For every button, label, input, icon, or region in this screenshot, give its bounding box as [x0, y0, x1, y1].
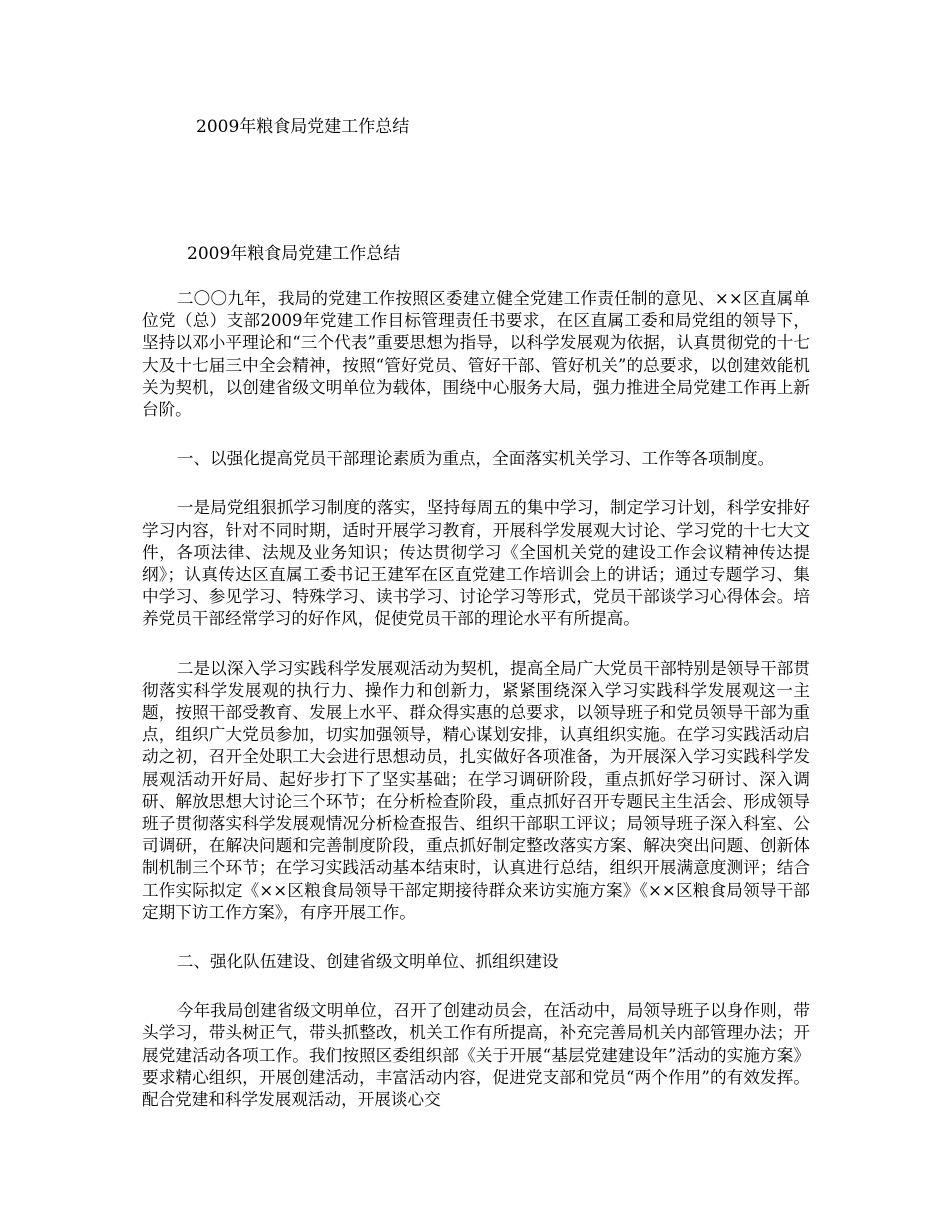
- document-body: [142, 288, 810, 1138]
- paragraph-intro: 二〇〇九年，我局的党建工作按照区委建立健全党建工作责任制的意见、××区直属单位党（总）支部2009年党建工作目标管理责任书要求，在区直属工委和局党组的领导下，坚持以邓小平理论和“三个代表”重要思想为指导，以科学发展观为依据，认真贯彻党的十七大及十七届三中全会精神，按照“管好党员、管好干部、管好机关”的总要求，以创建效能机关为契机，以创建省级文明单位为载体，围绕中心服务大局，强力推进全局党建工作再上新台阶。: [142, 289, 810, 420]
- paragraph-scientific-development: 二是以深入学习实践科学发展观活动为契机，提高全局广大党员干部特别是领导干部贯彻落实科学发展观的执行力、操作力和创新力，紧紧围绕深入学习实践科学发展观这一主题，按照干部受教育、发展上水平、群众得实惠的总要求，以领导班子和党员领导干部为重点，组织广大党员参加，切实加强领导，精心谋划安排，认真组织实施。在学习实践活动启动之初，召开全处职工大会进行思想动员，扎实做好各项准备，为开展深入学习实践科学发展观活动开好局、起好步打下了坚实基础；在学习调研阶段，重点抓好学习研讨、深入调研、解放思想大讨论三个环节；在分析检查阶段，重点抓好召开专题民主生活会、形成领导班子贯彻落实科学发展观情况分析检查报告、组织干部职工评议；局领导班子深入科室、公司调研，在解决问题和完善制度阶段，重点抓好制定整改落实方案、解决突出问题、创新体制机制三个环节；在学习实践活动基本结束时，认真进行总结，组织开展满意度测评；结合工作实际拟定《××区粮食局领导干部定期接待群众来访实施方案》《××区粮食局领导干部定期下访工作方案》，有序开展工作。: [142, 658, 810, 922]
- paragraph-civilized-unit: 今年我局创建省级文明单位，召开了创建动员会，在活动中，局领导班子以身作则，带头学习，带头树正气，带头抓整改，机关工作有所提高，补充完善局机关内部管理办法；开展党建活动各项工作。我们按照区委组织部《关于开展“基层党建建设年”活动的实施方案》要求精心组织，开展创建活动，丰富活动内容，促进党支部和党员“两个作用”的有效发挥。配合党建和科学发展观活动，开展谈心交: [142, 1001, 810, 1110]
- section-heading-2: 二、强化队伍建设、创建省级文明单位、抓组织建设: [176, 952, 559, 972]
- paragraph-study-system: 一是局党组狠抓学习制度的落实，坚持每周五的集中学习，制定学习计划，科学安排好学习内容，针对不同时期，适时开展学习教育，开展科学发展观大讨论、学习党的十七大文件，各项法律、法规及业务知识；传达贯彻学习《全国机关党的建设工作会议精神传达提纲》；认真传达区直属工委书记王建军在区直党建工作培训会上的讲话；通过专题学习、集中学习、参见学习、特殊学习、读书学习、讨论学习等形式，党员干部谈学习心得体会。培养党员干部经常学习的好作风，促使党员干部的理论水平有所提高。: [142, 498, 810, 629]
- document-header-title: 2009年粮食局党建工作总结: [196, 117, 410, 137]
- document-title: 2009年粮食局党建工作总结: [187, 244, 401, 264]
- section-heading-1: 一、以强化提高党员干部理论素质为重点，全面落实机关学习、工作等各项制度。: [176, 449, 775, 469]
